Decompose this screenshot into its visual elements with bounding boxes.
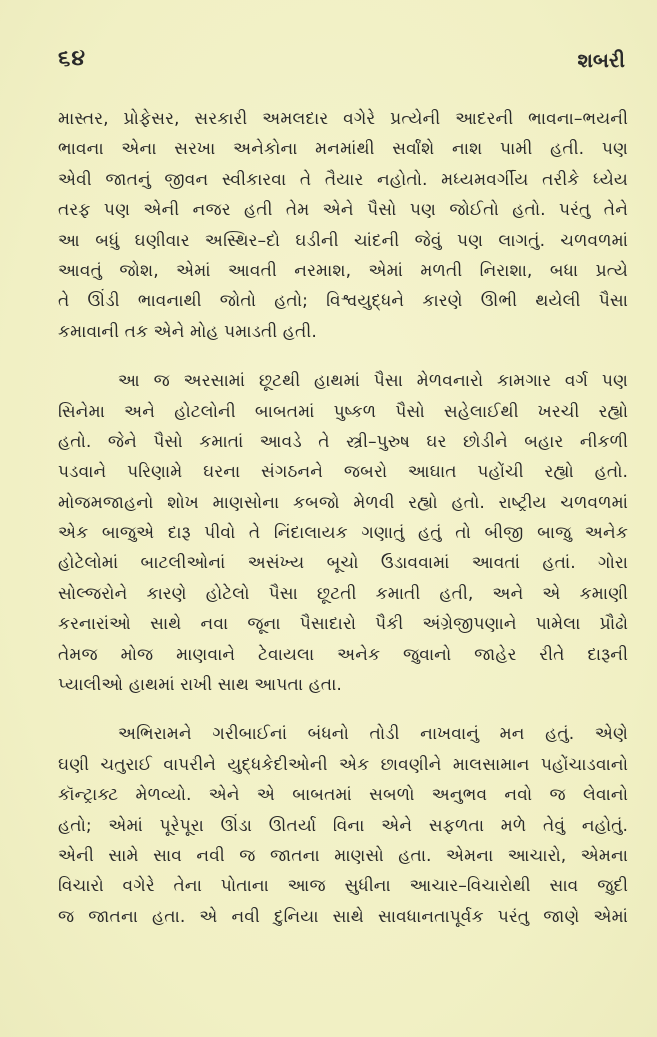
text-line: તેમજ મોજ માણવાને ટેવાયલા અનેક જુવાનો જાહેર રીતે દારૂની (58, 644, 628, 665)
text-line: આ બધું ઘણીવાર અસ્થિર–દો ઘડીની ચાંદની જેવું પણ લાગતું. ચળવળમાં (58, 230, 628, 251)
text-line: એની સામે સાવ નવી જ જાતના માણસો હતા. એમના આચારો, એમના (58, 845, 628, 866)
text-line: આ જ અરસામાં છૂટથી હાથમાં પૈસા મેળવનારો કામગાર વર્ગ પણ (118, 371, 628, 392)
text-line: કરનારાંઓ સાથે નવા જૂના પૈસાદારો પૈકી અંગ્રેજીપણાને પામેલા પ્રૌઢો (58, 614, 628, 635)
paragraph-1 (58, 104, 628, 347)
text-line: જ જાતના હતા. એ નવી દુનિયા સાથે સાવધાનતાપૂર્વક પરંતુ જાણે એમાં (58, 906, 628, 927)
page-number: ૬૪ (58, 46, 86, 71)
text-line: હતો; એમાં પૂરેપૂરા ઊંડા ઊતર્યા વિના એને સફળતા મળે તેવું નહોતું. (58, 815, 628, 836)
text-line: માસ્તર, પ્રોફેસર, સરકારી અમલદાર વગેરે પ્રત્યેની આદરની ભાવના–ભયની (58, 109, 628, 129)
body-text (58, 104, 628, 951)
text-line: એવી જાતનું જીવન સ્વીકારવા તે તૈયાર નહોતો. મધ્યમવર્ગીય તરીકે ધ્યેય (58, 169, 628, 190)
paragraph-2 (58, 366, 628, 700)
paragraph-3 (58, 719, 628, 932)
text-line: હોટેલોમાં બાટલીઓનાં અસંખ્ય બૂચો ઉડાવવામાં આવતાં હતાં. ગોરા (58, 553, 628, 574)
text-line: મોજમજાહનો શોખ માણસોના કબજો મેળવી રહ્યો હતો. રાષ્ટ્રીય ચળવળમાં (58, 492, 628, 513)
text-line: કમાવાની તક એને મોહ પમાડતી હતી. (58, 321, 317, 342)
text-line: આવતું જોશ, એમાં આવતી નરમાશ, એમાં મળતી નિરાશા, બધા પ્રત્યે (58, 260, 628, 281)
text-line: ભાવના એના સરખા અનેકોના મનમાંથી સર્વાંશે નાશ પામી હતી. પણ (58, 139, 628, 160)
text-line: પડવાને પરિણામે ઘરના સંગઠનને જબરો આઘાત પહોંચી રહ્યો હતો. (58, 462, 628, 483)
text-line: સોલ્જરોને કારણે હોટેલો પૈસા છૂટતી કમાતી હતી, અને એ કમાણી (58, 583, 628, 604)
text-line: પ્યાલીઓ હાથમાં રાખી સાથ આપતા હતા. (58, 675, 342, 696)
text-line: હતો. જેને પૈસો કમાતાં આવડે તે સ્ત્રી–પુરુષ ઘર છોડીને બહાર નીકળી (58, 431, 628, 452)
text-line: વિચારો વગેરે તેના પોતાના આજ સુધીના આચાર–વિચારોથી સાવ જુદી (58, 876, 628, 897)
text-line: અભિરામને ગરીબાઈનાં બંધનો તોડી નાખવાનું મન હતું. એણે (118, 724, 628, 745)
text-line: એક બાજુએ દારૂ પીવો તે નિંદાલાયક ગણાતું હતું તો બીજી બાજુ અનેક (58, 523, 628, 544)
text-line: તરફ પણ એની નજર હતી તેમ એને પૈસો પણ જોઈતો હતો. પરંતુ તેને (58, 200, 628, 221)
text-line: સિનેમા અને હોટલોની બાબતમાં પુષ્કળ પૈસો સહેલાઈથી ખરચી રહ્યો (58, 401, 628, 422)
text-line: ઘણી ચતુરાઈ વાપરીને યુદ્ધકેદીઓની એક છાવણીને માલસામાન પહોંચાડવાનો (58, 754, 628, 775)
text-line: કૉન્ટ્રાક્ટ મેળવ્યો. એને એ બાબતમાં સબળો અનુભવ નવો જ લેવાનો (58, 785, 628, 806)
running-title: શબરી (577, 48, 625, 72)
text-line: તે ઊંડી ભાવનાથી જોતો હતો; વિશ્વયુદ્ધને કારણે ઊભી થયેલી પૈસા (58, 291, 628, 312)
